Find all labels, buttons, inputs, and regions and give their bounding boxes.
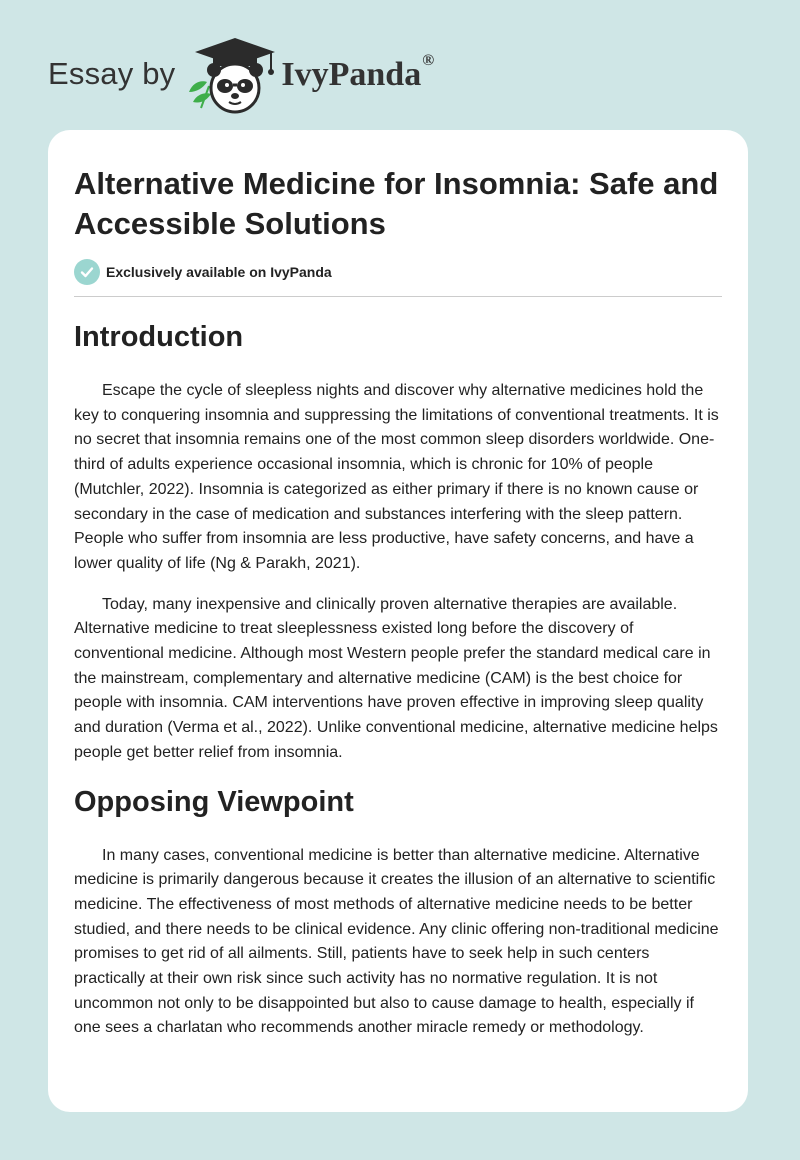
essay-card [48,130,748,1112]
paragraph-intro-2: Today, many inexpensive and clinically proven alternative therapies are available. Alternative medicine to treat sleeplessness existed long before the discovery of conventional medicine. Although most Western people prefer the standard medical care in the mainstream, complementary and alternative medicine (CAM) is the best choice for people with insomnia. CAM interventions have proven effective in improving sleep quality and duration (Verma et al., 2022). Unlike conventional medicine, alternative medicine helps people get better relief from insomnia. [74,595,718,761]
divider [74,296,722,297]
exclusive-badge [74,258,722,286]
paragraph-intro-1: Escape the cycle of sleepless nights and discover why alternative medicines hold the key to conquering insomnia and suppressing the limitations of conventional treatments. It is no secret that insomnia remains one of the most common sleep disorders worldwide. One-third of adults experience occasional insomnia, which is chronic for 10% of people (Mutchler, 2022). Insomnia is categorized as either primary if there is no known cause or secondary in the case of medication and substances interfering with the sleep pattern. People who suffer from insomnia are less productive, have safety concerns, and have a lower quality of life (Ng & Parakh, 2021). [74,382,719,572]
panda-graduate-logo-icon[interactable] [183,36,279,116]
site-header [48,36,748,116]
brand-text: IvyPanda [281,56,422,93]
section-heading-opposing-viewpoint: Opposing Viewpoint [74,785,354,818]
essay-title: Alternative Medicine for Insomnia: Safe and Accessible Solutions [74,166,719,241]
section-heading-introduction: Introduction [74,321,244,353]
check-circle-icon [74,259,100,285]
paragraph-opposing-1: In many cases, conventional medicine is better than alternative medicine. Alternative medicine is primarily dangerous because it creates the illusion of an alternative to scientific medicine. The effectiveness of most methods of alternative medicine needs to be better studied, and there needs to be clinical evidence. Any clinic offering non-traditional medicine promises to get rid of all ailments. Still, patients have to seek help in such centers practically at their own risk since such activity has no normative regulation. It is not uncommon not only to be disappointed but also to cause damage to health, especially if one sees a charlatan who recommends another miracle remedy or methodology. [74,846,719,1037]
essay-by-label: Essay by [48,56,176,91]
exclusive-label: Exclusively available on IvyPanda [106,264,332,280]
registered-mark: ® [422,52,435,69]
brand-name[interactable] [281,52,435,94]
